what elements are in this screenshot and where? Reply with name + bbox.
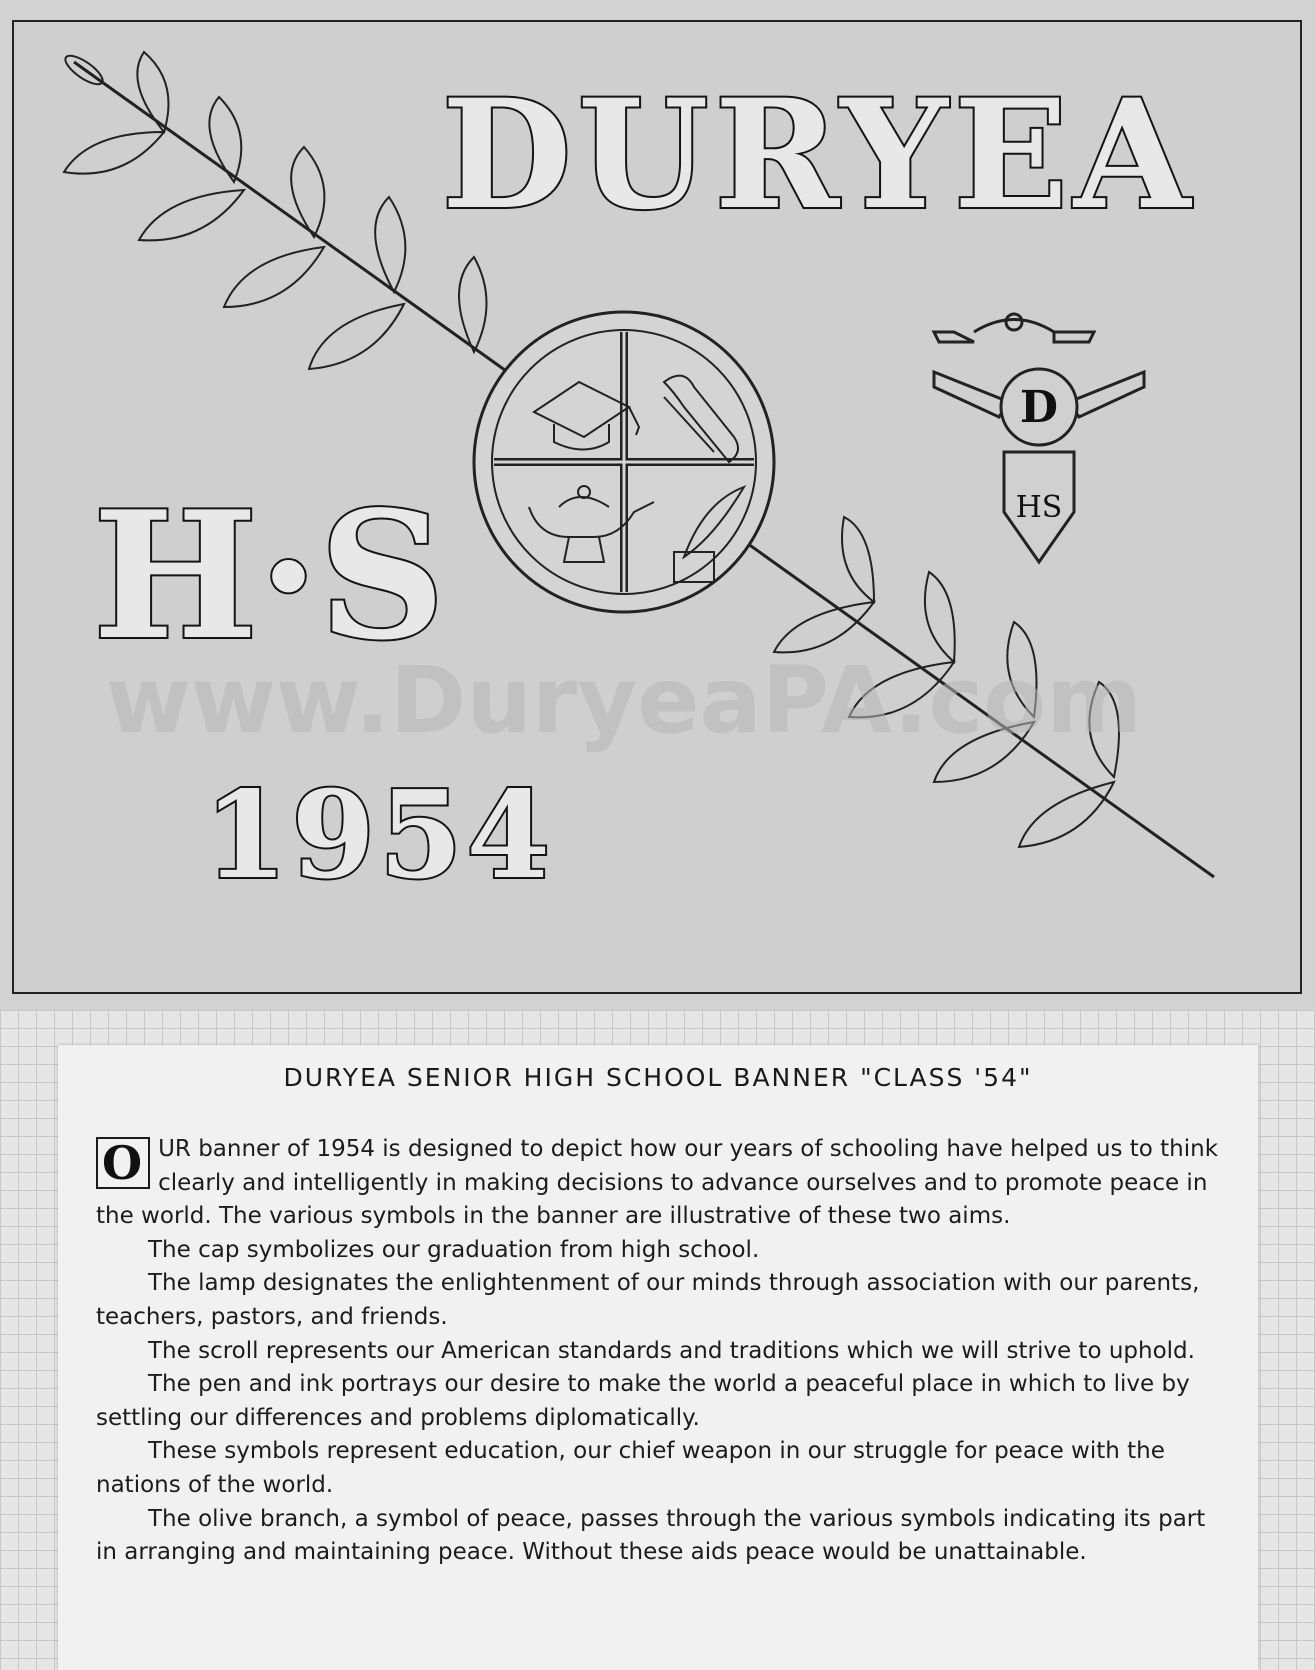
crest-subtext: HS <box>1015 490 1063 525</box>
crest-letter: D <box>1019 382 1059 433</box>
paragraph-lamp: The lamp designates the enlightenment of our minds through association with our parents, teachers, pastors, and friends. <box>96 1270 1200 1330</box>
paragraph-symbols: These symbols represent education, our chief weapon in our struggle for peace with the nations of the world. <box>96 1438 1165 1498</box>
symbols-medallion <box>474 312 774 612</box>
banner-illustration <box>14 22 1300 992</box>
banner-hs-letters: H·S <box>92 474 446 679</box>
watermark-text: www.DuryeaPA.com <box>105 647 1143 754</box>
drop-cap: O <box>96 1137 150 1189</box>
banner-title: DURYEA <box>441 67 1197 243</box>
paragraph-olive-branch: The olive branch, a symbol of peace, passes through the various symbols indicating its part in arranging and maintaining peace. Without these aids peace would be unattainable. <box>96 1505 1206 1566</box>
banner-drawing <box>12 20 1302 994</box>
paragraph-pen: The pen and ink portrays our desire to make the world a peaceful place in which to live by settling our differences and problems diplomatically. <box>96 1371 1190 1431</box>
caption-title: DURYEA SENIOR HIGH SCHOOL BANNER "CLASS '54" <box>283 1063 1033 1092</box>
caption-body <box>96 1133 1226 1570</box>
caption-card <box>58 1045 1258 1670</box>
paragraph-1-text: UR banner of 1954 is designed to depict how our years of schooling have helped us to think clearly and intelligently in making decisions to advance ourselves and to promote peace in the world. The various symbols in the banner are illustrative of these two aims. <box>96 1136 1219 1230</box>
paragraph-1 <box>96 1133 1226 1234</box>
banner-year: 1954 <box>204 765 554 906</box>
paragraph-cap: The cap symbolizes our graduation from high school. <box>148 1236 760 1263</box>
paragraph-scroll: The scroll represents our American standards and traditions which we will strive to uphold. <box>148 1337 1195 1364</box>
